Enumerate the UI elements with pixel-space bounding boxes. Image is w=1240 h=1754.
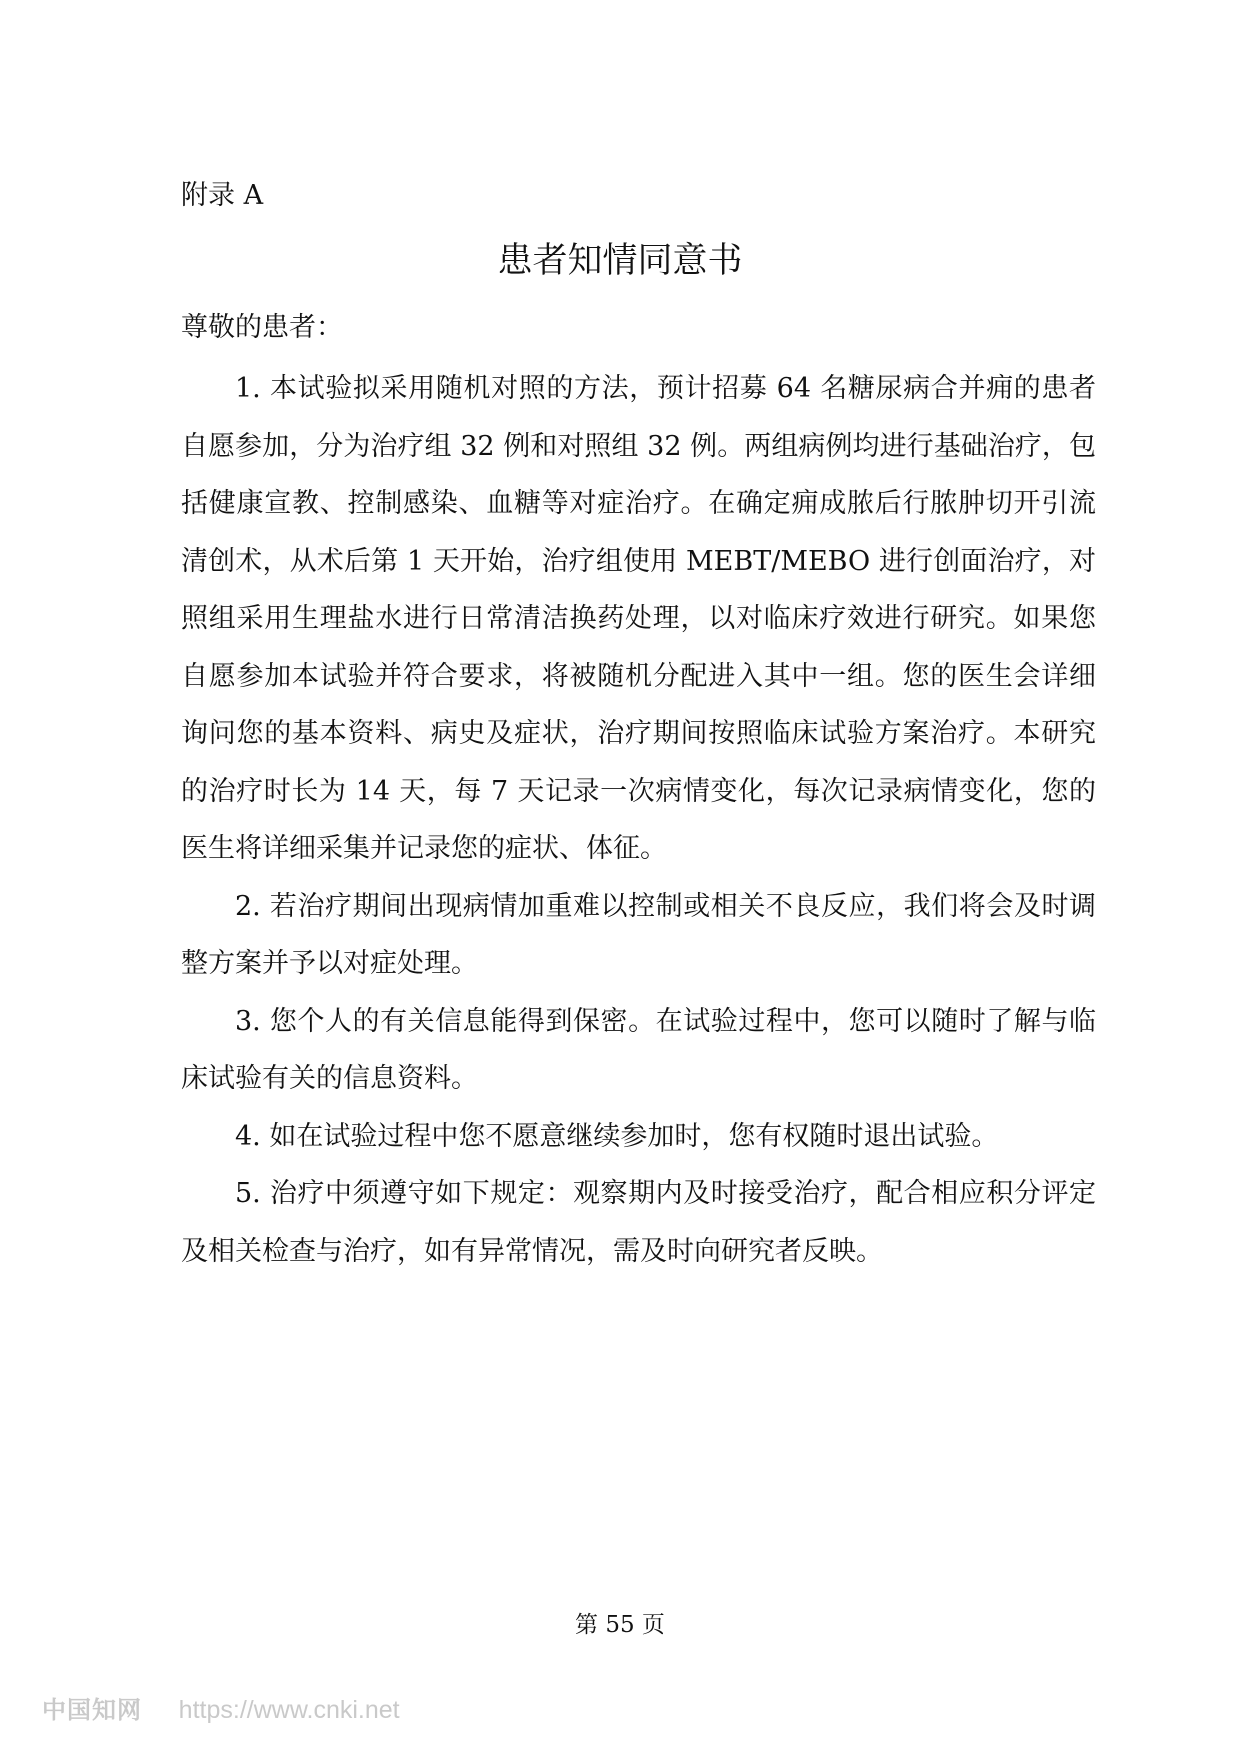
cnki-watermark [42, 1695, 400, 1726]
paragraph-5: 5. 治疗中须遵守如下规定：观察期内及时接受治疗，配合相应积分评定及相关检查与治疗，如有异常情况，需及时向研究者反映。 [181, 1178, 1096, 1267]
watermark-brand: 中国知网 [42, 1697, 142, 1724]
paragraph-1: 1. 本试验拟采用随机对照的方法，预计招募 64 名糖尿病合并痈的患者自愿参加，分为治疗组 32 例和对照组 32 例。两组病例均进行基础治疗，包括健康宣教、控制感染、血糖等对症治疗。在确定痈成脓后行脓肿切开引流清创术，从术后第 1 天开始，治疗组使用 MEBT/MEBO 进行创面治疗，对照组采用生理盐水进行日常清洁换药处理，以对临床疗效进行研究。如果您自愿参加本试验并符合要求，将被随机分配进入其中一组。您的医生会详细询问您的基本资料、病史及症状，治疗期间按照临床试验方案治疗。本研究的治疗时长为 14 天，每 7 天记录一次病情变化，每次记录病情变化，您的医生将详细采集并记录您的症状、体征。 [181, 373, 1096, 864]
page-number: 第 55 页 [575, 1612, 665, 1638]
appendix-label: 附录 A [181, 180, 264, 211]
document-body [181, 360, 1096, 1280]
paragraph-3: 3. 您个人的有关信息能得到保密。在试验过程中，您可以随时了解与临床试验有关的信息资料。 [181, 1005, 1096, 1094]
watermark-url: https://www.cnki.net [178, 1696, 400, 1724]
paragraph-4: 4. 如在试验过程中您不愿意继续参加时，您有权随时退出试验。 [235, 1120, 999, 1152]
document-title: 患者知情同意书 [497, 241, 743, 281]
paragraph-2: 2. 若治疗期间出现病情加重难以控制或相关不良反应，我们将会及时调整方案并予以对症处理。 [181, 890, 1096, 979]
salutation: 尊敬的患者： [181, 312, 343, 343]
